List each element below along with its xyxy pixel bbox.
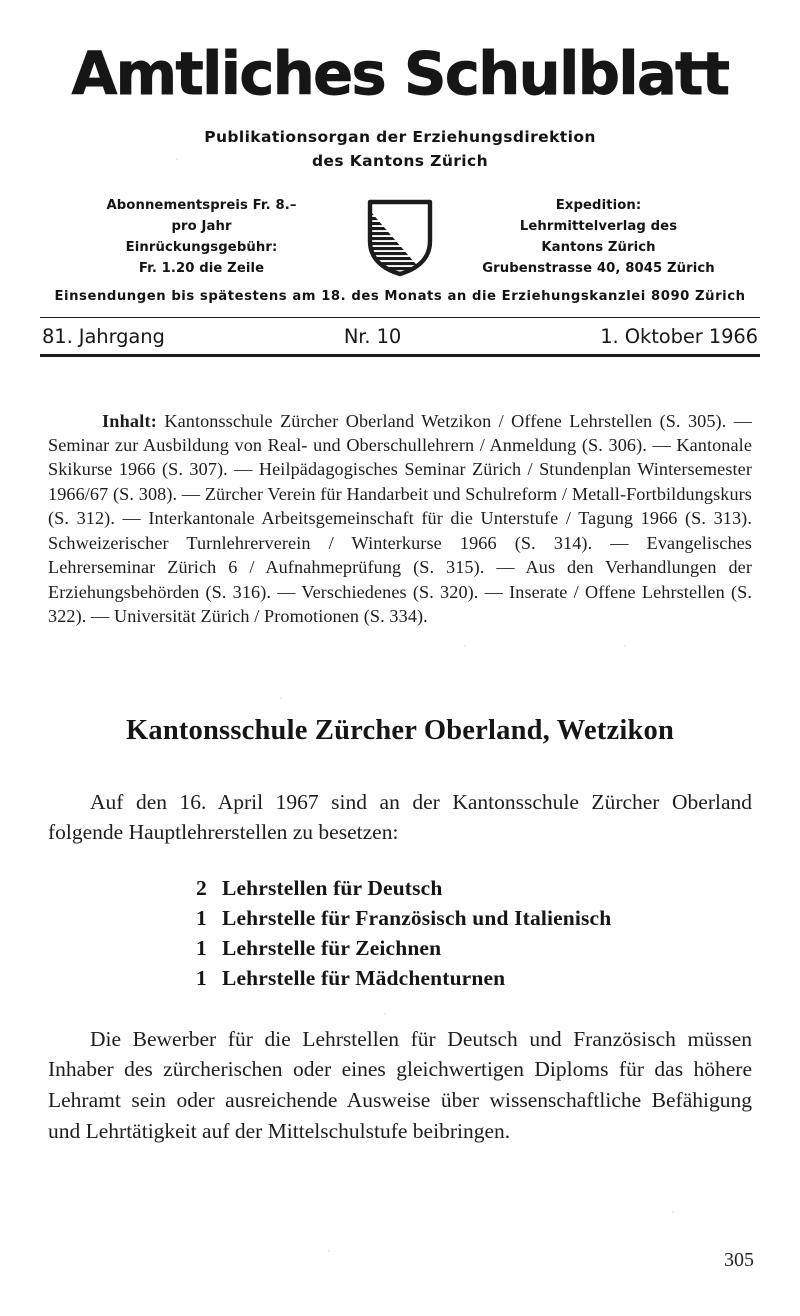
table-of-contents [48,409,752,629]
position-label: Lehrstelle für Mädchenturnen [222,965,506,990]
subtitle-line-2: des Kantons Zürich [311,152,489,171]
position-count: 2 [196,876,207,901]
position-count: 1 [196,935,207,960]
contents-label: Inhalt: [102,410,157,431]
subscription-price: Abonnementspreis Fr. 8.– [106,198,297,214]
position-label: Lehrstelle für Zeichnen [222,935,442,960]
issue-number: Nr. 10 [343,324,402,348]
subtitle-line-1: Publikationsorgan der Erziehungsdirektion [204,128,596,146]
open-positions-list [0,874,800,994]
rule-below-issue [40,354,760,357]
expedition-info [439,195,754,280]
list-item [0,904,800,934]
publisher-name: Lehrmittelverlag des [519,219,678,235]
masthead [0,0,800,173]
list-item [0,874,800,904]
position-count: 1 [196,906,207,931]
issue-block [0,317,800,357]
article-body-paragraph: Die Bewerber für die Lehrstellen für Deutsch und Französisch müssen Inhaber des zürcherischen oder eines gleichwertigen Diploms für das höhere Lehramt sein oder ausreichende Ausweise über wissenschaftliche Befähigung und Lehrtätigkeit auf der Mittelschulstufe beibringen. [48,1026,752,1143]
list-item [0,934,800,964]
masthead-info-band [0,195,800,280]
zurich-coat-of-arms [361,195,439,277]
issue-date: 1. Oktober 1966 [600,324,758,348]
publication-title: Amtliches Schulblatt [71,39,729,108]
position-label: Lehrstellen für Deutsch [222,876,443,901]
expedition-label: Expedition: [555,198,642,214]
insertion-fee-value: Fr. 1.20 die Zeile [138,261,265,277]
submission-deadline-note: Einsendungen bis spätestens am 18. des Monats an die Erziehungskanzlei 8090 Zürich [54,288,746,304]
subscription-period: pro Jahr [171,219,232,235]
article-title: Kantonsschule Zürcher Oberland, Wetzikon [126,714,674,746]
position-count: 1 [196,965,207,990]
issue-volume: 81. Jahrgang [42,324,165,348]
subscription-info [46,195,361,280]
page-number: 305 [724,1249,754,1271]
publication-subtitle [0,125,800,173]
position-label: Lehrstelle für Französisch und Italienisch [222,906,612,931]
insertion-fee-label: Einrückungsgebühr: [125,240,278,256]
issue-line [40,318,760,354]
publisher-canton: Kantons Zürich [541,240,656,256]
article-intro-paragraph: Auf den 16. April 1967 sind an der Kantonsschule Zürcher Oberland folgende Hauptlehrerstellen zu besetzen: [48,789,752,845]
list-item [0,964,800,994]
contents-text: Kantonsschule Zürcher Oberland Wetzikon / Offene Lehrstellen (S. 305). — Seminar zur Ausbildung von Real- und Oberschullehrern / Anmeldung (S. 306). — Kantonale Skikurse 1966 (S. 307). — Heilpädagogisches Seminar Zürich / Stundenplan Wintersemester 1966/67 (S. 308). — Zürcher Verein für Handarbeit und Schulreform / Metall-Fortbildungskurs (S. 312). — Interkantonale Arbeitsgemeinschaft für die Unterstufe / Tagung 1966 (S. 313). Schweizerischer Turnlehrerverein / Winterkurse 1966 (S. 314). — Evangelisches Lehrerseminar Zürich 6 / Aufnahmeprüfung (S. 315). — Aus den Verhandlungen der Erziehungsbehörden (S. 316). — Verschiedenes (S. 320). — Inserate / Offene Lehrstellen (S. 322). — Universität Zürich / Promotionen (S. 334). [48,410,752,627]
publisher-address: Grubenstrasse 40, 8045 Zürich [482,261,715,277]
shield-icon [365,197,435,277]
